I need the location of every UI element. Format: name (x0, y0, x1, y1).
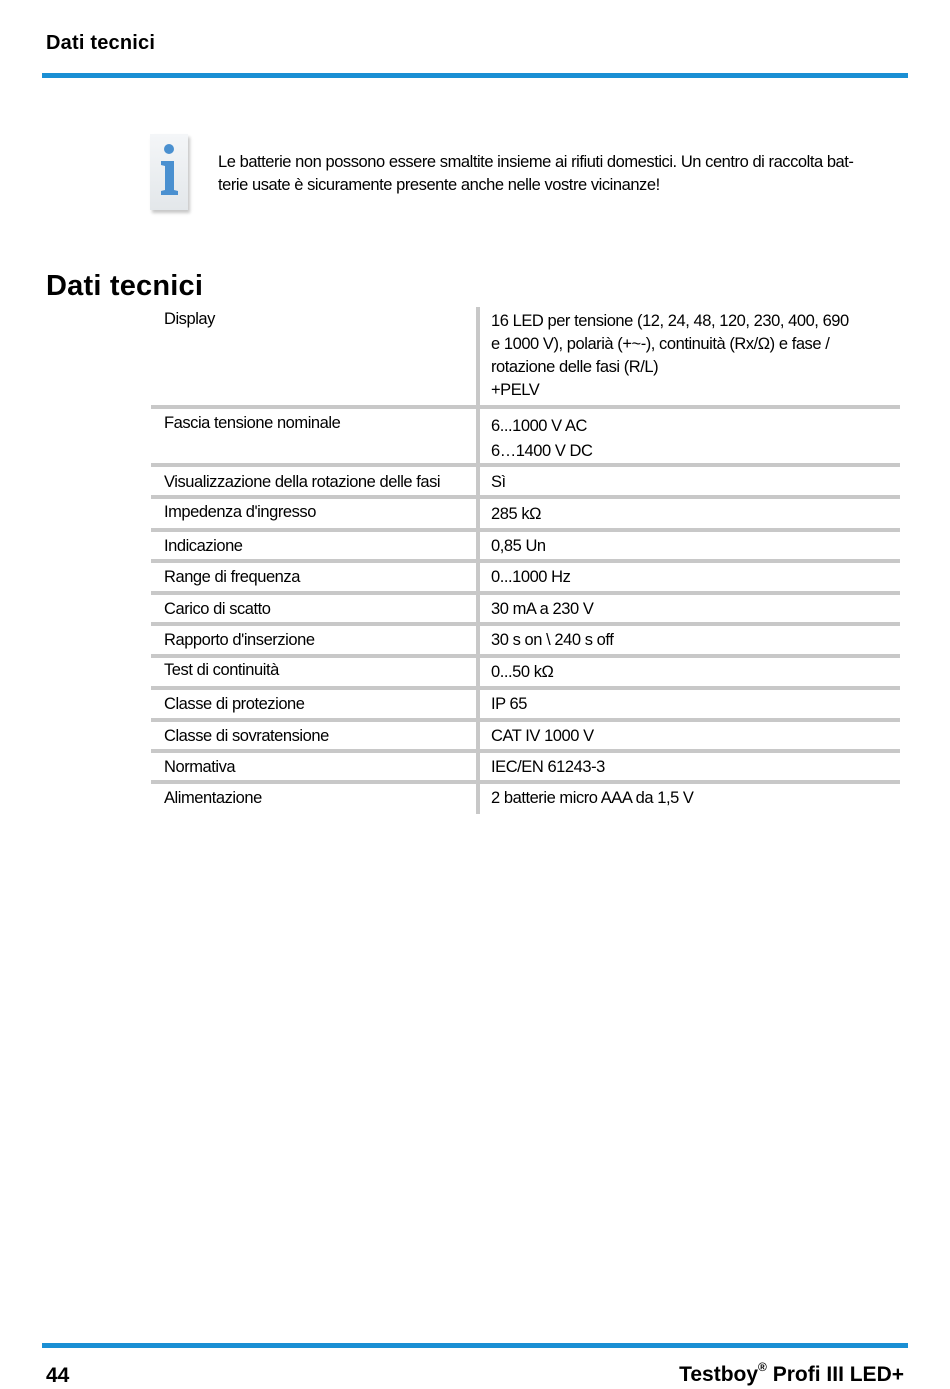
footer-rule (42, 1343, 908, 1348)
spec-value: CAT IV 1000 V (491, 727, 594, 745)
spec-label: Impedenza d'ingresso (151, 499, 480, 528)
spec-label: Display (151, 307, 480, 405)
spec-value: 30 s on \ 240 s off (491, 631, 614, 649)
page-number: 44 (46, 1364, 70, 1387)
spec-value: 0,85 Un (491, 537, 546, 555)
spec-label: Classe di sovratensione (151, 722, 480, 749)
registered-mark: ® (758, 1360, 767, 1374)
notice-line: terie usate è sicuramente presente anche nelle vostre vicinanze! (218, 176, 660, 194)
spec-value: 0...50 kΩ (491, 663, 554, 681)
table-row (151, 626, 900, 658)
spec-label: Fascia tensione nominale (151, 409, 480, 463)
table-row (151, 690, 900, 722)
spec-label: Visualizzazione della rotazione delle fasi (151, 467, 480, 495)
spec-value: 285 kΩ (491, 505, 541, 523)
spec-label: Indicazione (151, 532, 480, 559)
table-row (151, 784, 900, 814)
spec-value: 0...1000 Hz (491, 568, 571, 586)
notice-line: Le batterie non possono essere smaltite insieme ai rifiuti domestici. Un centro di raccolta bat- (218, 153, 854, 171)
table-row (151, 595, 900, 626)
product-name (679, 1362, 904, 1387)
table-row (151, 753, 900, 784)
section-title: Dati tecnici (46, 270, 204, 302)
header-rule (42, 73, 908, 78)
spec-label: Range di frequenza (151, 563, 480, 591)
spec-label: Carico di scatto (151, 595, 480, 622)
product-model: Profi III LED+ (766, 1363, 904, 1386)
spec-value: 6...1000 V AC 6…1400 V DC (491, 417, 593, 460)
battery-disposal-notice (218, 151, 890, 197)
table-row (151, 532, 900, 563)
info-icon (150, 134, 188, 210)
spec-value: 16 LED per tensione (12, 24, 48, 120, 230, 400, 690 e 1000 V), polarià (+~-), continuità (Rx/Ω) e fase / rotazione delle fasi (R/L) +PELV (491, 312, 849, 399)
spec-value: IEC/EN 61243-3 (491, 758, 605, 776)
table-row (151, 563, 900, 595)
brand-name: Testboy (679, 1363, 759, 1386)
spec-value: IP 65 (491, 695, 527, 713)
specs-table (151, 307, 900, 814)
spec-value: 30 mA a 230 V (491, 600, 594, 618)
table-row (151, 658, 900, 690)
spec-label: Rapporto d'inserzione (151, 626, 480, 654)
spec-value: 2 batterie micro AAA da 1,5 V (491, 789, 694, 807)
running-header-title: Dati tecnici (46, 32, 156, 54)
spec-label: Normativa (151, 753, 480, 780)
spec-value: Sì (491, 473, 506, 491)
spec-label: Test di continuità (151, 658, 480, 686)
table-row (151, 499, 900, 532)
spec-label: Alimentazione (151, 784, 480, 814)
table-row (151, 307, 900, 409)
table-row (151, 409, 900, 467)
spec-label: Classe di protezione (151, 690, 480, 718)
table-row (151, 467, 900, 499)
table-row (151, 722, 900, 753)
